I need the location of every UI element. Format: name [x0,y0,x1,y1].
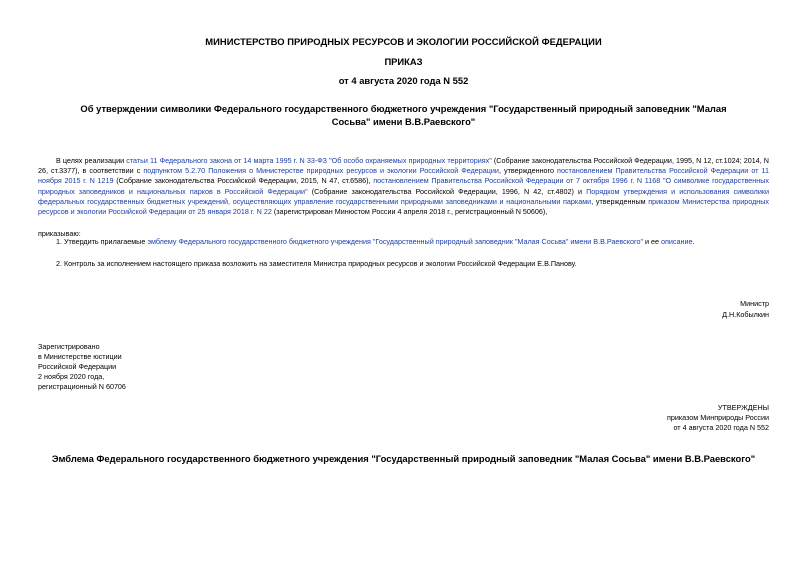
description-link[interactable]: описание [661,237,693,246]
symbolics-procedure-link[interactable]: Порядком утверждения и использования символики федеральных государственных бюджетных учреждений, осуществляющих управление государственными природными заповедниками и национальными парками [38,186,769,206]
registration-line-4: 2 ноября 2020 года, [38,372,105,381]
registration-line-1: Зарегистрировано [38,342,100,351]
preamble-text: , утвержденным [591,196,649,206]
preamble-text: (Собрание законодательства Российской Федерации, 2015, N 47, ст.6586), [113,176,374,186]
item-text: 1. Утвердить прилагаемые [56,237,148,246]
signature-position: Министр [740,299,769,308]
preamble-text: В целях реализации [56,156,127,165]
approval-line-1: УТВЕРЖДЕНЫ [717,403,769,412]
order-item-1 [56,237,769,247]
approval-line-2: приказом Минприроды России [666,413,769,422]
preamble-text: (зарегистрирован Минюстом России 4 апреля 2018 г., регистрационный N 50606), [271,207,548,217]
preamble-text: (Собрание законодательства Российской Федерации, 1996, N 42, ст.4802) и [307,186,587,196]
law-article-link[interactable]: статьи 11 Федерального закона от 14 марта 1995 г. N 33-ФЗ "Об особо охраняемых природных территориях" [126,156,492,165]
ministry-header: МИНИСТЕРСТВО ПРИРОДНЫХ РЕСУРСОВ И ЭКОЛОГИИ РОССИЙСКОЙ ФЕДЕРАЦИИ [205,36,602,47]
item-text: . [692,237,695,246]
document-type: ПРИКАЗ [384,56,423,67]
government-decree-1219-link[interactable]: постановлением Правительства Российской Федерации от 11 ноября 2015 г. N 1219 [38,166,769,186]
document-date-number: от 4 августа 2020 года N 552 [338,75,469,86]
government-decree-1168-link[interactable]: постановлением Правительства Российской Федерации от 7 октября 1996 г. N 1168 "О символике государственных природных заповедников и национальных парков в Российской Федерации" [38,176,769,196]
preamble-paragraph [38,156,769,217]
preamble-text: (Собрание законодательства Российской Федерации, 1995, N 12, ст.1024; 2014, N 26, ст.3377), в соответствии с [38,156,769,176]
preamble-text: , утвержденного [498,166,558,176]
approval-line-3: от 4 августа 2020 года N 552 [673,423,769,432]
ministry-order-22-link[interactable]: приказом Министерства природных ресурсов и экологии Российской Федерации от 25 января 2018 г. N 22 [38,196,769,217]
order-item-2: 2. Контроль за исполнением настоящего приказа возложить на заместителя Министра природных ресурсов и экологии Российской Федерации Е.В.Панову. [56,259,577,268]
registration-line-3: Российской Федерации [38,362,117,371]
item-text: и ее [643,237,662,246]
emblem-title: Эмблема Федерального государственного бюджетного учреждения "Государственный природный заповедник "Малая Сосьва" имени В.В.Раевского" [51,453,756,464]
registration-line-5: регистрационный N 60706 [38,382,126,391]
regulation-subclause-link[interactable]: подпунктом 5.2.70 Положения о Министерстве природных ресурсов и экологии Российской Федерации [143,166,499,176]
signature-name: Д.Н.Кобылкин [722,310,769,319]
order-word: приказываю: [38,229,81,238]
document-title: Об утверждении символики Федерального государственного бюджетного учреждения "Государственный природный заповедник "Малая Сосьва" имени В.В.Раевского" [80,103,727,127]
emblem-link[interactable]: эмблему Федерального государственного бюджетного учреждения "Государственный природный заповедник "Малая Сосьва" имени В.В.Раевского" [147,237,643,246]
registration-line-2: в Министерстве юстиции [38,352,122,361]
